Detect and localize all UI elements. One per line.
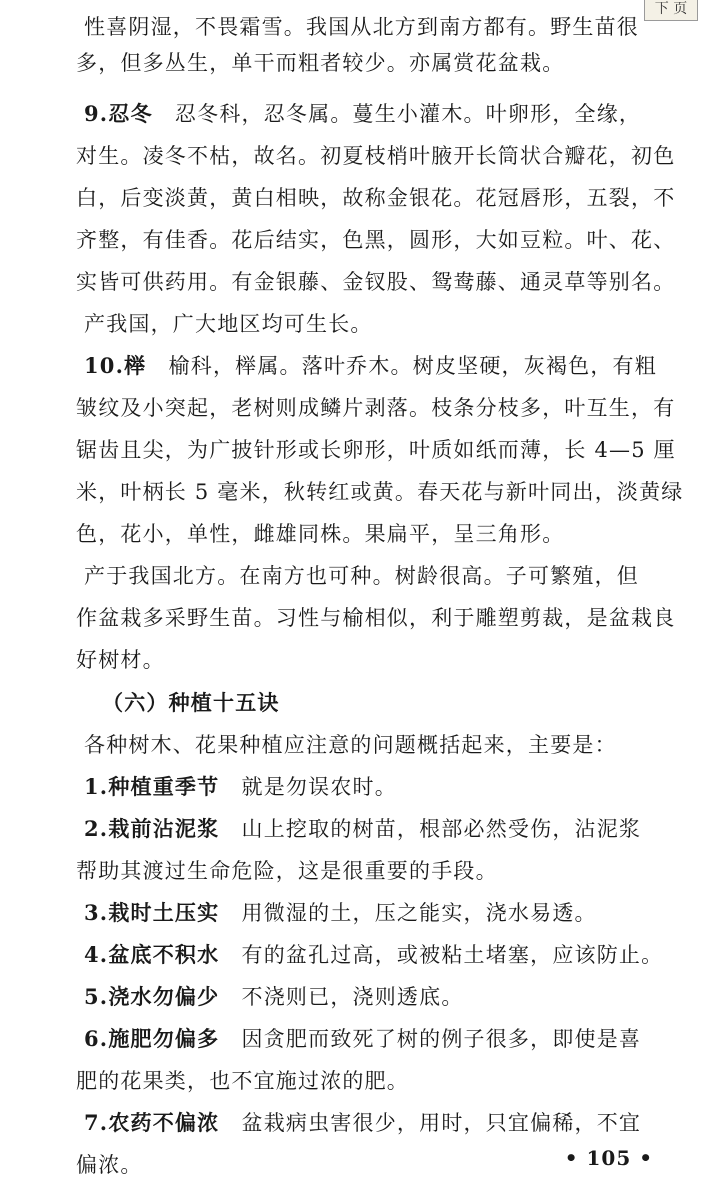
next-page-button[interactable]: 下 页 xyxy=(644,0,698,21)
section-heading: （六）种植十五诀 xyxy=(102,690,280,715)
rule-item-line: 6.施肥勿偏多 因贪肥而致死了树的例子很多，即使是喜 xyxy=(84,1026,642,1051)
text-line: 好树材。 xyxy=(76,648,165,672)
plant-entry-title: 10.榉 xyxy=(84,353,147,378)
rule-title: 7.农药不偏浓 xyxy=(84,1110,220,1135)
text-line: 各种树木、花果种植应注意的问题概括起来，主要是： xyxy=(84,733,617,757)
rule-title: 1.种植重季节 xyxy=(84,774,220,799)
text-line: 对生。凌冬不枯，故名。初夏枝梢叶腋开长筒状合瓣花，初色 xyxy=(76,144,676,168)
rule-title: 5.浇水勿偏少 xyxy=(84,984,220,1009)
rule-title: 2.栽前沾泥浆 xyxy=(84,816,220,841)
text-line: 产我国，广大地区均可生长。 xyxy=(84,312,373,336)
text-line: 色，花小，单性，雌雄同株。果扁平，呈三角形。 xyxy=(76,522,565,546)
text-line: 齐整，有佳香。花后结实，色黑，圆形，大如豆粒。叶、花、 xyxy=(76,228,676,252)
rule-title: 3.栽时土压实 xyxy=(84,900,220,925)
plant-entry-heading-line: 9.忍冬 忍冬科，忍冬属。蔓生小灌木。叶卵形，全缘， xyxy=(84,101,642,126)
rule-title: 4.盆底不积水 xyxy=(84,942,220,967)
rule-item-line: 5.浇水勿偏少 不浇则已，浇则透底。 xyxy=(84,984,464,1009)
text-line: 产于我国北方。在南方也可种。树龄很高。子可繁殖，但 xyxy=(84,564,639,588)
text-line: 多，但多丛生，单干而粗者较少。亦属赏花盆栽。 xyxy=(76,51,565,75)
rule-item-line: 7.农药不偏浓 盆栽病虫害很少，用时，只宜偏稀，不宜 xyxy=(84,1110,642,1135)
text-line: 肥的花果类，也不宜施过浓的肥。 xyxy=(76,1069,409,1093)
text-line: 实皆可供药用。有金银藤、金钗股、鸳鸯藤、通灵草等别名。 xyxy=(76,270,676,294)
text-line: 作盆栽多采野生苗。习性与榆相似，利于雕塑剪裁，是盆栽良 xyxy=(76,606,676,630)
text-line: 性喜阴湿，不畏霜雪。我国从北方到南方都有。野生苗很 xyxy=(84,15,639,39)
rule-item-line: 2.栽前沾泥浆 山上挖取的树苗，根部必然受伤，沾泥浆 xyxy=(84,816,642,841)
page-number: • 105 • xyxy=(564,1146,653,1170)
rule-item-line: 1.种植重季节 就是勿误农时。 xyxy=(84,774,397,799)
plant-entry-heading-line: 10.榉 榆科，榉属。落叶乔木。树皮坚硬，灰褐色，有粗 xyxy=(84,353,657,378)
rule-title: 6.施肥勿偏多 xyxy=(84,1026,220,1051)
text-line: 锯齿且尖，为广披针形或长卵形，叶质如纸而薄，长 4—5 厘 xyxy=(76,438,676,462)
text-line: 米，叶柄长 5 毫米，秋转红或黄。春天花与新叶同出，淡黄绿 xyxy=(76,480,684,504)
text-line: 皱纹及小突起，老树则成鳞片剥落。枝条分枝多，叶互生，有 xyxy=(76,396,676,420)
plant-entry-title: 9.忍冬 xyxy=(84,101,153,126)
text-line: 偏浓。 xyxy=(76,1153,143,1177)
rule-item-line: 3.栽时土压实 用微湿的土，压之能实，浇水易透。 xyxy=(84,900,597,925)
rule-item-line: 4.盆底不积水 有的盆孔过高，或被粘土堵塞，应该防止。 xyxy=(84,942,664,967)
text-line: 帮助其渡过生命危险，这是很重要的手段。 xyxy=(76,859,498,883)
text-line: 白，后变淡黄，黄白相映，故称金银花。花冠唇形，五裂，不 xyxy=(76,186,676,210)
